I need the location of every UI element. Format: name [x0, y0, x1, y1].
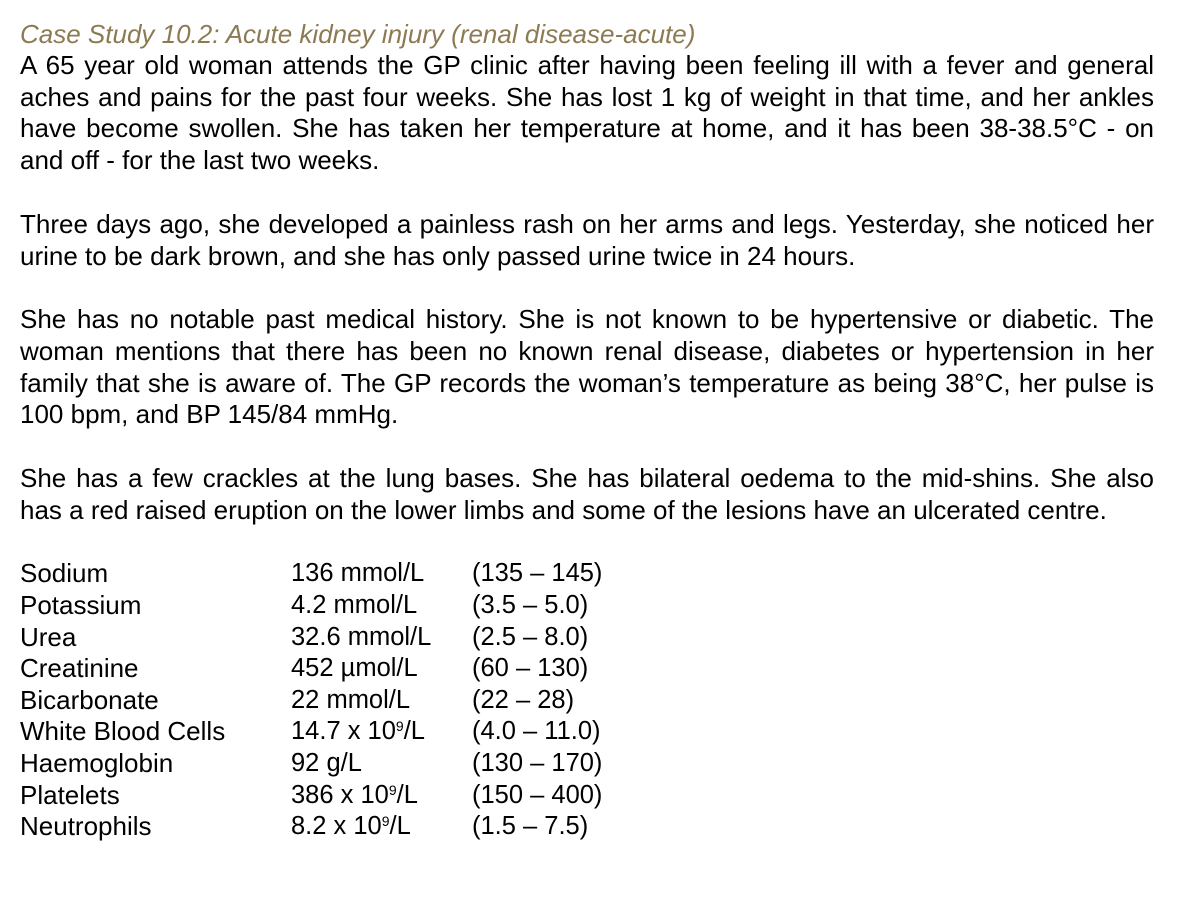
- lab-name: Creatinine: [20, 653, 139, 684]
- lab-range: (130 – 170): [472, 749, 603, 777]
- lab-range: (135 – 145): [472, 559, 603, 588]
- lab-row-sodium: [20, 558, 1154, 590]
- lab-range: (60 – 130): [472, 654, 589, 683]
- lab-results-table: [20, 558, 1154, 842]
- lab-value: 92 g/L: [291, 749, 362, 777]
- lab-name: Haemoglobin: [20, 748, 174, 778]
- case-study-title: Case Study 10.2: Acute kidney injury (renal disease-acute): [20, 19, 696, 49]
- lab-name: Potassium: [20, 590, 142, 621]
- lab-name: Urea: [20, 621, 77, 652]
- lab-range: (4.0 – 11.0): [472, 717, 601, 746]
- lab-name: Bicarbonate: [20, 684, 159, 715]
- lab-name: White Blood Cells: [20, 716, 226, 747]
- lab-range: (1.5 – 7.5): [472, 812, 589, 841]
- lab-range: (3.5 – 5.0): [472, 591, 589, 620]
- lab-value: 8.2 x $10^9/L$: [291, 812, 411, 841]
- lab-value: 136 mmol/L: [291, 559, 425, 588]
- lab-name: Neutrophils: [20, 811, 152, 842]
- lab-value: 32.6 mmol/L: [291, 622, 432, 651]
- lab-value: 22 mmol/L: [291, 685, 411, 714]
- paragraph-presentation: A 65 year old woman attends the GP clinic after having been feeling ill with a fever and general aches and pains for the past four weeks. She has lost 1 kg of weight in that time, and her ankles have become swollen. She has taken her temperature at home, and it has been 38-38.5°C - on and off - for the last two weeks.: [20, 50, 1154, 176]
- lab-row-haemoglobin: [20, 748, 1154, 780]
- lab-value: 386 x $10^9/L$: [291, 780, 418, 809]
- paragraph-rash: Three days ago, she developed a painless rash on her arms and legs. Yesterday, she noticed her urine to be dark brown, and she has only passed urine twice in 24 hours.: [20, 208, 1154, 271]
- lab-row-platelets: [20, 780, 1154, 812]
- paragraph-examination: She has a few crackles at the lung bases. She has bilateral oedema to the mid-shins. She also has a red raised eruption on the lower limbs and some of the lesions have an ulcerated centre.: [20, 463, 1154, 525]
- lab-row-urea: [20, 622, 1154, 654]
- paragraph-history: She has no notable past medical history. She is not known to be hypertensive or diabetic. The woman mentions that there has been no known renal disease, diabetes or hypertension in her family that she is aware of. The GP records the woman’s temperature as being 38°C, her pulse is 100 bpm, and BP 145/84 mmHg.: [20, 304, 1154, 430]
- lab-value: 14.7 x $10^9/L$: [291, 717, 425, 746]
- lab-row-white-blood-cells: [20, 716, 1154, 748]
- lab-row-potassium: [20, 590, 1154, 622]
- lab-row-creatinine: [20, 653, 1154, 685]
- lab-row-bicarbonate: [20, 685, 1154, 717]
- lab-range: (150 – 400): [472, 780, 603, 809]
- lab-range: (2.5 – 8.0): [472, 622, 589, 651]
- lab-name: Platelets: [20, 779, 120, 810]
- lab-value: 4.2 mmol/L: [291, 591, 418, 620]
- lab-row-neutrophils: [20, 811, 1154, 843]
- lab-value: 452 µmol/L: [291, 654, 418, 683]
- lab-name: Sodium: [20, 558, 109, 589]
- lab-range: (22 – 28): [472, 685, 575, 714]
